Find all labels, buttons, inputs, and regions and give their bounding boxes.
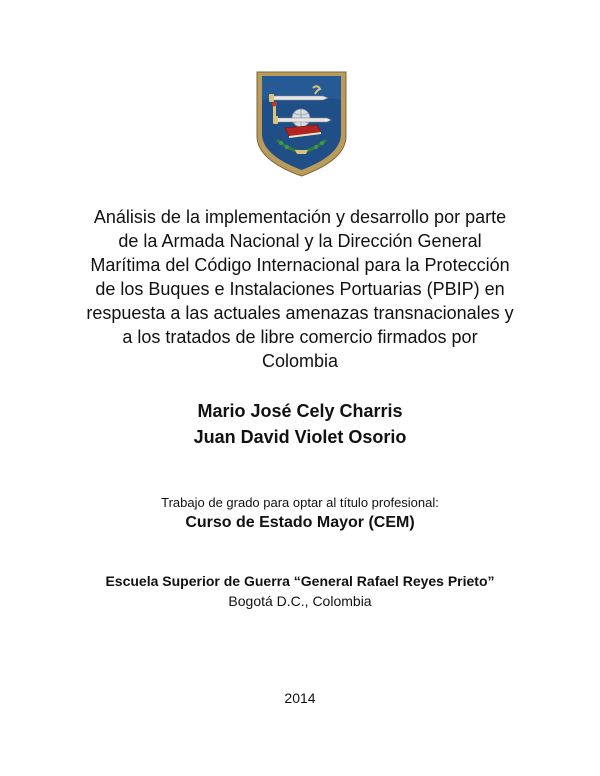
degree-block [0, 494, 600, 534]
title-line: Análisis de la implementación y desarrollo por parte [93, 207, 507, 227]
institution-city: Bogotá D.C., Colombia [228, 593, 372, 609]
publication-year: 2014 [284, 690, 316, 706]
authors-block [0, 398, 600, 450]
institution-block [0, 571, 600, 611]
title-line: respuesta a las actuales amenazas transnacionales y [86, 303, 514, 323]
title-line: de los Buques e Instalaciones Portuarias (PBIP) en [95, 279, 505, 299]
institution-name: Escuela Superior de Guerra “General Rafael Reyes Prieto” [105, 573, 495, 589]
degree-course: Curso de Estado Mayor (CEM) [185, 514, 415, 531]
degree-label: Trabajo de grado para optar al título profesional: [161, 495, 439, 510]
author-name: Mario José Cely Charris [197, 401, 403, 421]
author-name: Juan David Violet Osorio [193, 427, 407, 447]
title-line: Colombia [261, 351, 339, 371]
thesis-title [70, 205, 530, 373]
naval-war-college-crest-icon [255, 70, 348, 178]
title-line: a los tratados de libre comercio firmados por [122, 327, 478, 347]
title-line: de la Armada Nacional y la Dirección General [118, 231, 482, 251]
title-line: Marítima del Código Internacional para la Protección [90, 255, 510, 275]
